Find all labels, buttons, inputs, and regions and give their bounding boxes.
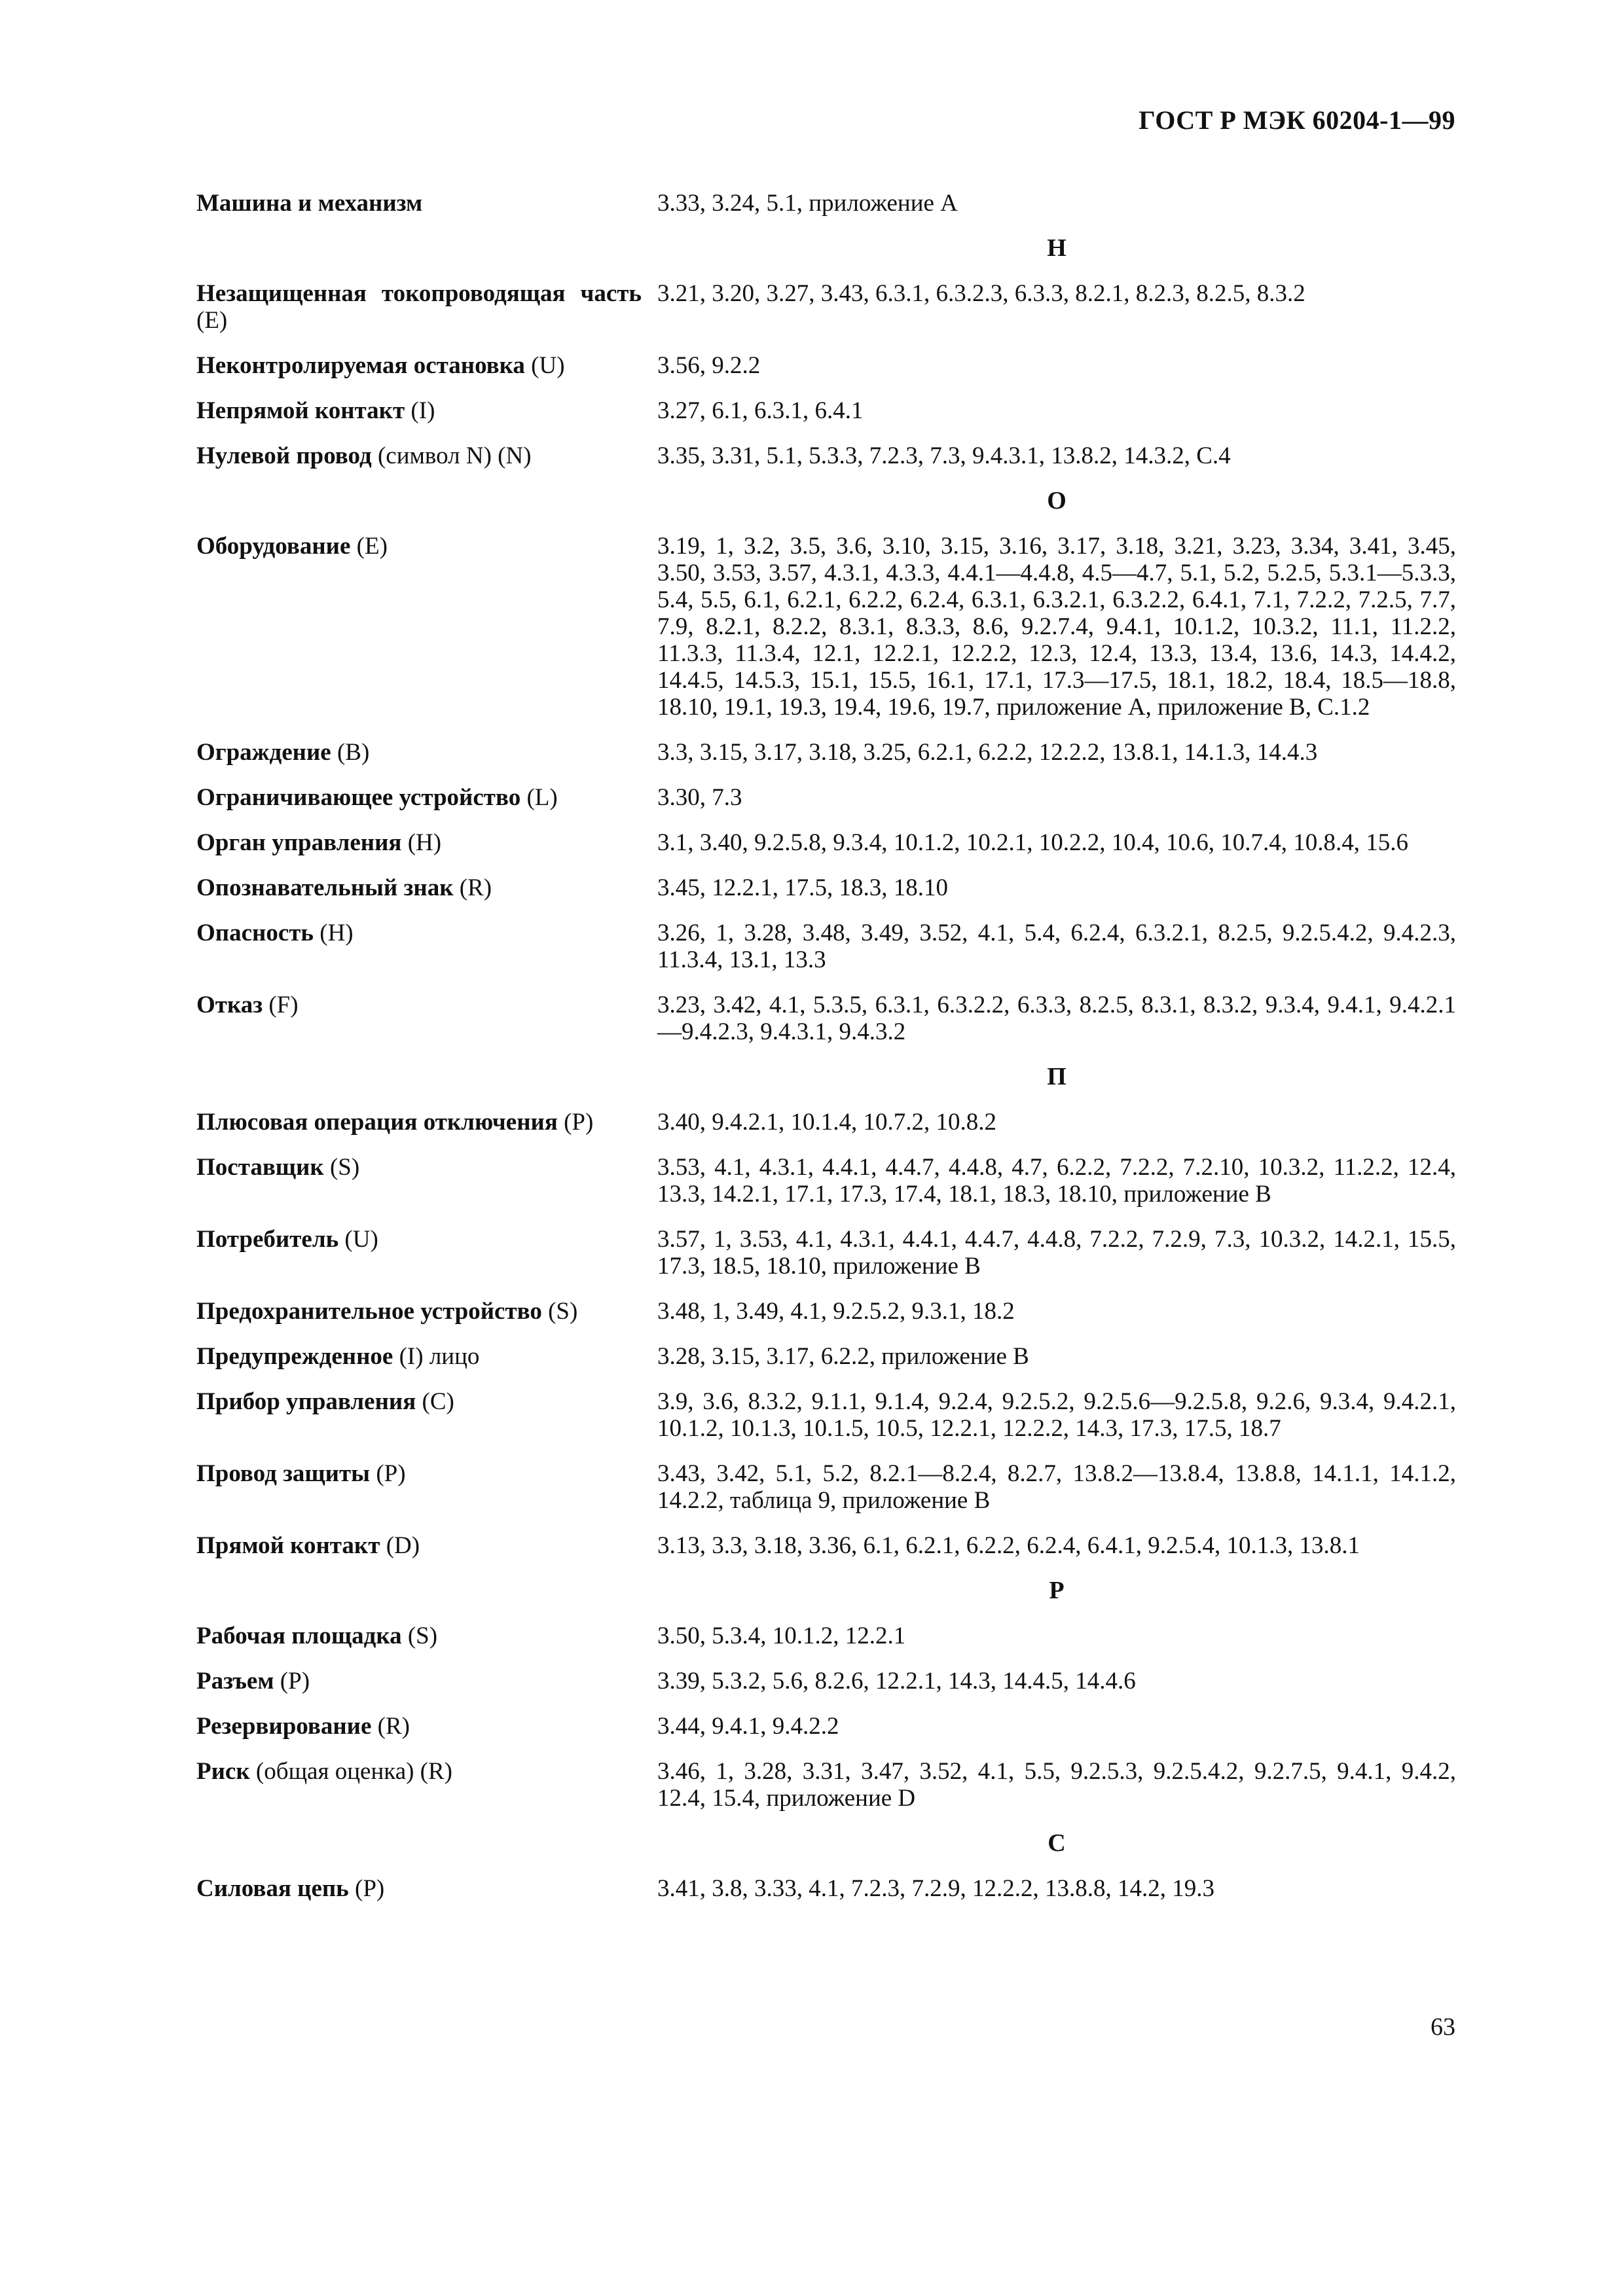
index-term	[196, 992, 657, 1045]
index-references: 3.39, 5.3.2, 5.6, 8.2.6, 12.2.1, 14.3, 14.4.5, 14.4.6	[657, 1668, 1136, 1695]
index-term	[196, 280, 657, 334]
index-term	[196, 1623, 657, 1649]
index-term-name: Прямой контакт	[196, 1532, 380, 1559]
index-term-name: Предупрежденное	[196, 1343, 393, 1370]
index-entry	[196, 739, 1456, 766]
index-references: 3.46, 1, 3.28, 3.31, 3.47, 3.52, 4.1, 5.5, 9.2.5.3, 9.2.5.4.2, 9.2.7.5, 9.4.1, 9.4.2, 12.4, 15.4, приложение D	[657, 1758, 1456, 1812]
index-entry	[196, 784, 1456, 811]
index-term	[196, 784, 657, 811]
index-entry	[196, 352, 1456, 379]
index-term-qualifier: (D)	[386, 1532, 420, 1559]
index-term-name: Риск	[196, 1758, 250, 1785]
index-term-name: Опознавательный знак	[196, 874, 454, 901]
index-entry	[196, 280, 1456, 334]
index-references: 3.35, 3.31, 5.1, 5.3.3, 7.2.3, 7.3, 9.4.3.1, 13.8.2, 14.3.2, С.4	[657, 442, 1231, 469]
index-term	[196, 1875, 657, 1902]
index-term	[196, 739, 657, 766]
index-term-qualifier: (C)	[422, 1388, 454, 1415]
index-term	[196, 1668, 657, 1695]
index-entry	[196, 1388, 1456, 1442]
index-term-qualifier: (U)	[531, 352, 565, 379]
index-references: 3.41, 3.8, 3.33, 4.1, 7.2.3, 7.2.9, 12.2.2, 13.8.8, 14.2, 19.3	[657, 1875, 1214, 1902]
index-term	[196, 1388, 657, 1442]
index-entry	[196, 1460, 1456, 1514]
index-term	[196, 829, 657, 856]
index-term-name: Силовая цепь	[196, 1875, 349, 1902]
index-references: 3.23, 3.42, 4.1, 5.3.5, 6.3.1, 6.3.2.2, 6.3.3, 8.2.5, 8.3.1, 8.3.2, 9.3.4, 9.4.1, 9.4.2.1—9.4.2.3, 9.4.3.1, 9.4.3.2	[657, 992, 1456, 1045]
index-term-name: Машина и механизм	[196, 190, 423, 217]
index-term	[196, 1226, 657, 1280]
index-term	[196, 397, 657, 424]
index-references: 3.43, 3.42, 5.1, 5.2, 8.2.1—8.2.4, 8.2.7, 13.8.2—13.8.4, 13.8.8, 14.1.1, 14.1.2, 14.2.2, таблица 9, приложение В	[657, 1460, 1456, 1514]
index-references: 3.27, 6.1, 6.3.1, 6.4.1	[657, 397, 864, 424]
index-entry	[196, 442, 1456, 469]
index-entry	[196, 1668, 1456, 1695]
index-letter-heading: Р	[1049, 1577, 1065, 1604]
index-term	[196, 1154, 657, 1208]
index-entry	[196, 190, 1456, 217]
index-references: 3.50, 5.3.4, 10.1.2, 12.2.1	[657, 1623, 906, 1649]
index-term-qualifier: (H)	[319, 920, 354, 946]
index-term-qualifier: (P)	[564, 1109, 594, 1136]
index-entry	[196, 1226, 1456, 1280]
index-term-qualifier: (I) лицо	[399, 1343, 480, 1370]
index-references: 3.21, 3.20, 3.27, 3.43, 6.3.1, 6.3.2.3, 6.3.3, 8.2.1, 8.2.3, 8.2.5, 8.3.2	[657, 280, 1305, 307]
index-references: 3.56, 9.2.2	[657, 352, 761, 379]
index-term-name: Разъем	[196, 1668, 274, 1695]
index-term-qualifier: (P)	[355, 1875, 385, 1902]
index-term-name: Оборудование	[196, 533, 351, 560]
index-term	[196, 442, 657, 469]
index-term-name: Провод защиты	[196, 1460, 371, 1487]
index-term-qualifier: (S)	[407, 1623, 438, 1649]
index-references: 3.19, 1, 3.2, 3.5, 3.6, 3.10, 3.15, 3.16, 3.17, 3.18, 3.21, 3.23, 3.34, 3.41, 3.45, 3.50, 3.53, 3.57, 4.3.1, 4.3.3, 4.4.1—4.4.8, 4.5—4.7, 5.1, 5.2, 5.2.5, 5.3.1—5.3.3, 5.4, 5.5, 6.1, 6.2.1, 6.2.2, 6.2.4, 6.3.1, 6.3.2.1, 6.3.2.2, 6.4.1, 7.1, 7.2.2, 7.2.5, 7.7, 7.9, 8.2.1, 8.2.2, 8.3.1, 8.3.3, 8.6, 9.2.7.4, 9.4.1, 10.1.2, 10.3.2, 11.1, 11.2.2, 11.3.3, 11.3.4, 12.1, 12.2.1, 12.2.2, 12.3, 12.4, 13.3, 13.4, 13.6, 14.3, 14.4.2, 14.4.5, 14.5.3, 15.1, 15.5, 16.1, 17.1, 17.3—17.5, 18.1, 18.2, 18.4, 18.5—18.8, 18.10, 19.1, 19.3, 19.4, 19.6, 19.7, приложение А, приложение В, С.1.2	[657, 533, 1456, 721]
index-term-name: Незащищенная токопроводящая часть	[196, 280, 642, 307]
document-header: ГОСТ Р МЭК 60204-1—99	[1139, 105, 1455, 135]
index-term-name: Прибор управления	[196, 1388, 416, 1415]
index-term-qualifier: (общая оценка) (R)	[255, 1758, 453, 1785]
index-term	[196, 1532, 657, 1559]
index-references: 3.53, 4.1, 4.3.1, 4.4.1, 4.4.7, 4.4.8, 4.7, 6.2.2, 7.2.2, 7.2.10, 10.3.2, 11.2.2, 12.4, 13.3, 14.2.1, 17.1, 17.3, 17.4, 18.1, 18.3, 18.10, приложение В	[657, 1154, 1456, 1208]
index-term-name: Опасность	[196, 920, 314, 946]
index-term-qualifier: (P)	[376, 1460, 406, 1487]
index-references: 3.26, 1, 3.28, 3.48, 3.49, 3.52, 4.1, 5.4, 6.2.4, 6.3.2.1, 8.2.5, 9.2.5.4.2, 9.4.2.3, 11.3.4, 13.1, 13.3	[657, 920, 1456, 973]
index-term-name: Отказ	[196, 992, 263, 1018]
index-term-name: Ограничивающее устройство	[196, 784, 521, 811]
index-term-qualifier: (Е)	[356, 533, 388, 560]
index-term	[196, 874, 657, 901]
index-entry	[196, 1758, 1456, 1812]
index-references: 3.13, 3.3, 3.18, 3.36, 6.1, 6.2.1, 6.2.2, 6.2.4, 6.4.1, 9.2.5.4, 10.1.3, 13.8.1	[657, 1532, 1360, 1559]
index-term-name: Резервирование	[196, 1713, 372, 1740]
index-letter-heading: О	[1047, 487, 1067, 514]
index-term-qualifier: (R)	[377, 1713, 410, 1740]
index-entry	[196, 992, 1456, 1045]
index-term-qualifier: (P)	[280, 1668, 310, 1695]
index-entry	[196, 1875, 1456, 1902]
index-references: 3.30, 7.3	[657, 784, 742, 811]
index-term	[196, 533, 657, 721]
index-term-qualifier: (U)	[344, 1226, 378, 1253]
index-term-name: Плюсовая операция отключения	[196, 1109, 558, 1136]
page-number: 63	[1431, 2013, 1455, 2041]
index-term	[196, 1109, 657, 1136]
index-letter-heading: П	[1047, 1063, 1067, 1090]
index-term-qualifier: (F)	[268, 992, 299, 1018]
index-entry	[196, 1154, 1456, 1208]
index-term-name: Неконтролируемая остановка	[196, 352, 525, 379]
index-term-qualifier: (H)	[407, 829, 442, 856]
index-term-qualifier: (S)	[548, 1298, 578, 1325]
index-references: 3.45, 12.2.1, 17.5, 18.3, 18.10	[657, 874, 948, 901]
index-term	[196, 1758, 657, 1812]
index-references: 3.9, 3.6, 8.3.2, 9.1.1, 9.1.4, 9.2.4, 9.2.5.2, 9.2.5.6—9.2.5.8, 9.2.6, 9.3.4, 9.4.2.1, 10.1.2, 10.1.3, 10.1.5, 10.5, 12.2.1, 12.2.2, 14.3, 17.3, 17.5, 18.7	[657, 1388, 1456, 1442]
index-term	[196, 190, 657, 217]
index-references: 3.28, 3.15, 3.17, 6.2.2, приложение В	[657, 1343, 1029, 1370]
index-entry	[196, 1343, 1456, 1370]
index-term	[196, 920, 657, 973]
index-entry	[196, 1623, 1456, 1649]
index-term-name: Непрямой контакт	[196, 397, 405, 424]
index-term-qualifier: (Е)	[196, 307, 228, 334]
index-term-name: Рабочая площадка	[196, 1623, 402, 1649]
index-term	[196, 1343, 657, 1370]
index-term-qualifier: (символ N) (N)	[377, 442, 532, 469]
index-entry	[196, 1298, 1456, 1325]
index-term-qualifier: (L)	[526, 784, 558, 811]
index-entry	[196, 397, 1456, 424]
index-term-name: Нулевой провод	[196, 442, 372, 469]
index-references: 3.40, 9.4.2.1, 10.1.4, 10.7.2, 10.8.2	[657, 1109, 996, 1136]
index-term	[196, 1460, 657, 1514]
index-term-qualifier: (I)	[410, 397, 435, 424]
index-entry	[196, 533, 1456, 721]
index-references: 3.48, 1, 3.49, 4.1, 9.2.5.2, 9.3.1, 18.2	[657, 1298, 1015, 1325]
index-entry	[196, 1532, 1456, 1559]
index-references: 3.3, 3.15, 3.17, 3.18, 3.25, 6.2.1, 6.2.2, 12.2.2, 13.8.1, 14.1.3, 14.4.3	[657, 739, 1318, 766]
index-term-qualifier: (R)	[459, 874, 492, 901]
index-term	[196, 1298, 657, 1325]
index-term	[196, 1713, 657, 1740]
index-references: 3.44, 9.4.1, 9.4.2.2	[657, 1713, 839, 1740]
index-entry	[196, 920, 1456, 973]
index-term-name: Ограждение	[196, 739, 331, 766]
index-references: 3.1, 3.40, 9.2.5.8, 9.3.4, 10.1.2, 10.2.1, 10.2.2, 10.4, 10.6, 10.7.4, 10.8.4, 15.6	[657, 829, 1408, 856]
index-references: 3.57, 1, 3.53, 4.1, 4.3.1, 4.4.1, 4.4.7, 4.4.8, 7.2.2, 7.2.9, 7.3, 10.3.2, 14.2.1, 15.5, 17.3, 18.5, 18.10, приложение В	[657, 1226, 1456, 1280]
index-term-name: Поставщик	[196, 1154, 324, 1181]
index-entry	[196, 829, 1456, 856]
index-references: 3.33, 3.24, 5.1, приложение А	[657, 190, 958, 217]
index-letter-heading: С	[1048, 1829, 1066, 1857]
index-entry	[196, 1109, 1456, 1136]
index-term-name: Орган управления	[196, 829, 402, 856]
index-term-name: Предохранительное устройство	[196, 1298, 542, 1325]
index-entry	[196, 874, 1456, 901]
index-term-qualifier: (B)	[337, 739, 370, 766]
index-entry	[196, 1713, 1456, 1740]
index-term	[196, 352, 657, 379]
subject-index	[196, 190, 1456, 1920]
index-term-qualifier: (S)	[329, 1154, 360, 1181]
index-term-name: Потребитель	[196, 1226, 339, 1253]
index-letter-heading: Н	[1047, 234, 1067, 262]
